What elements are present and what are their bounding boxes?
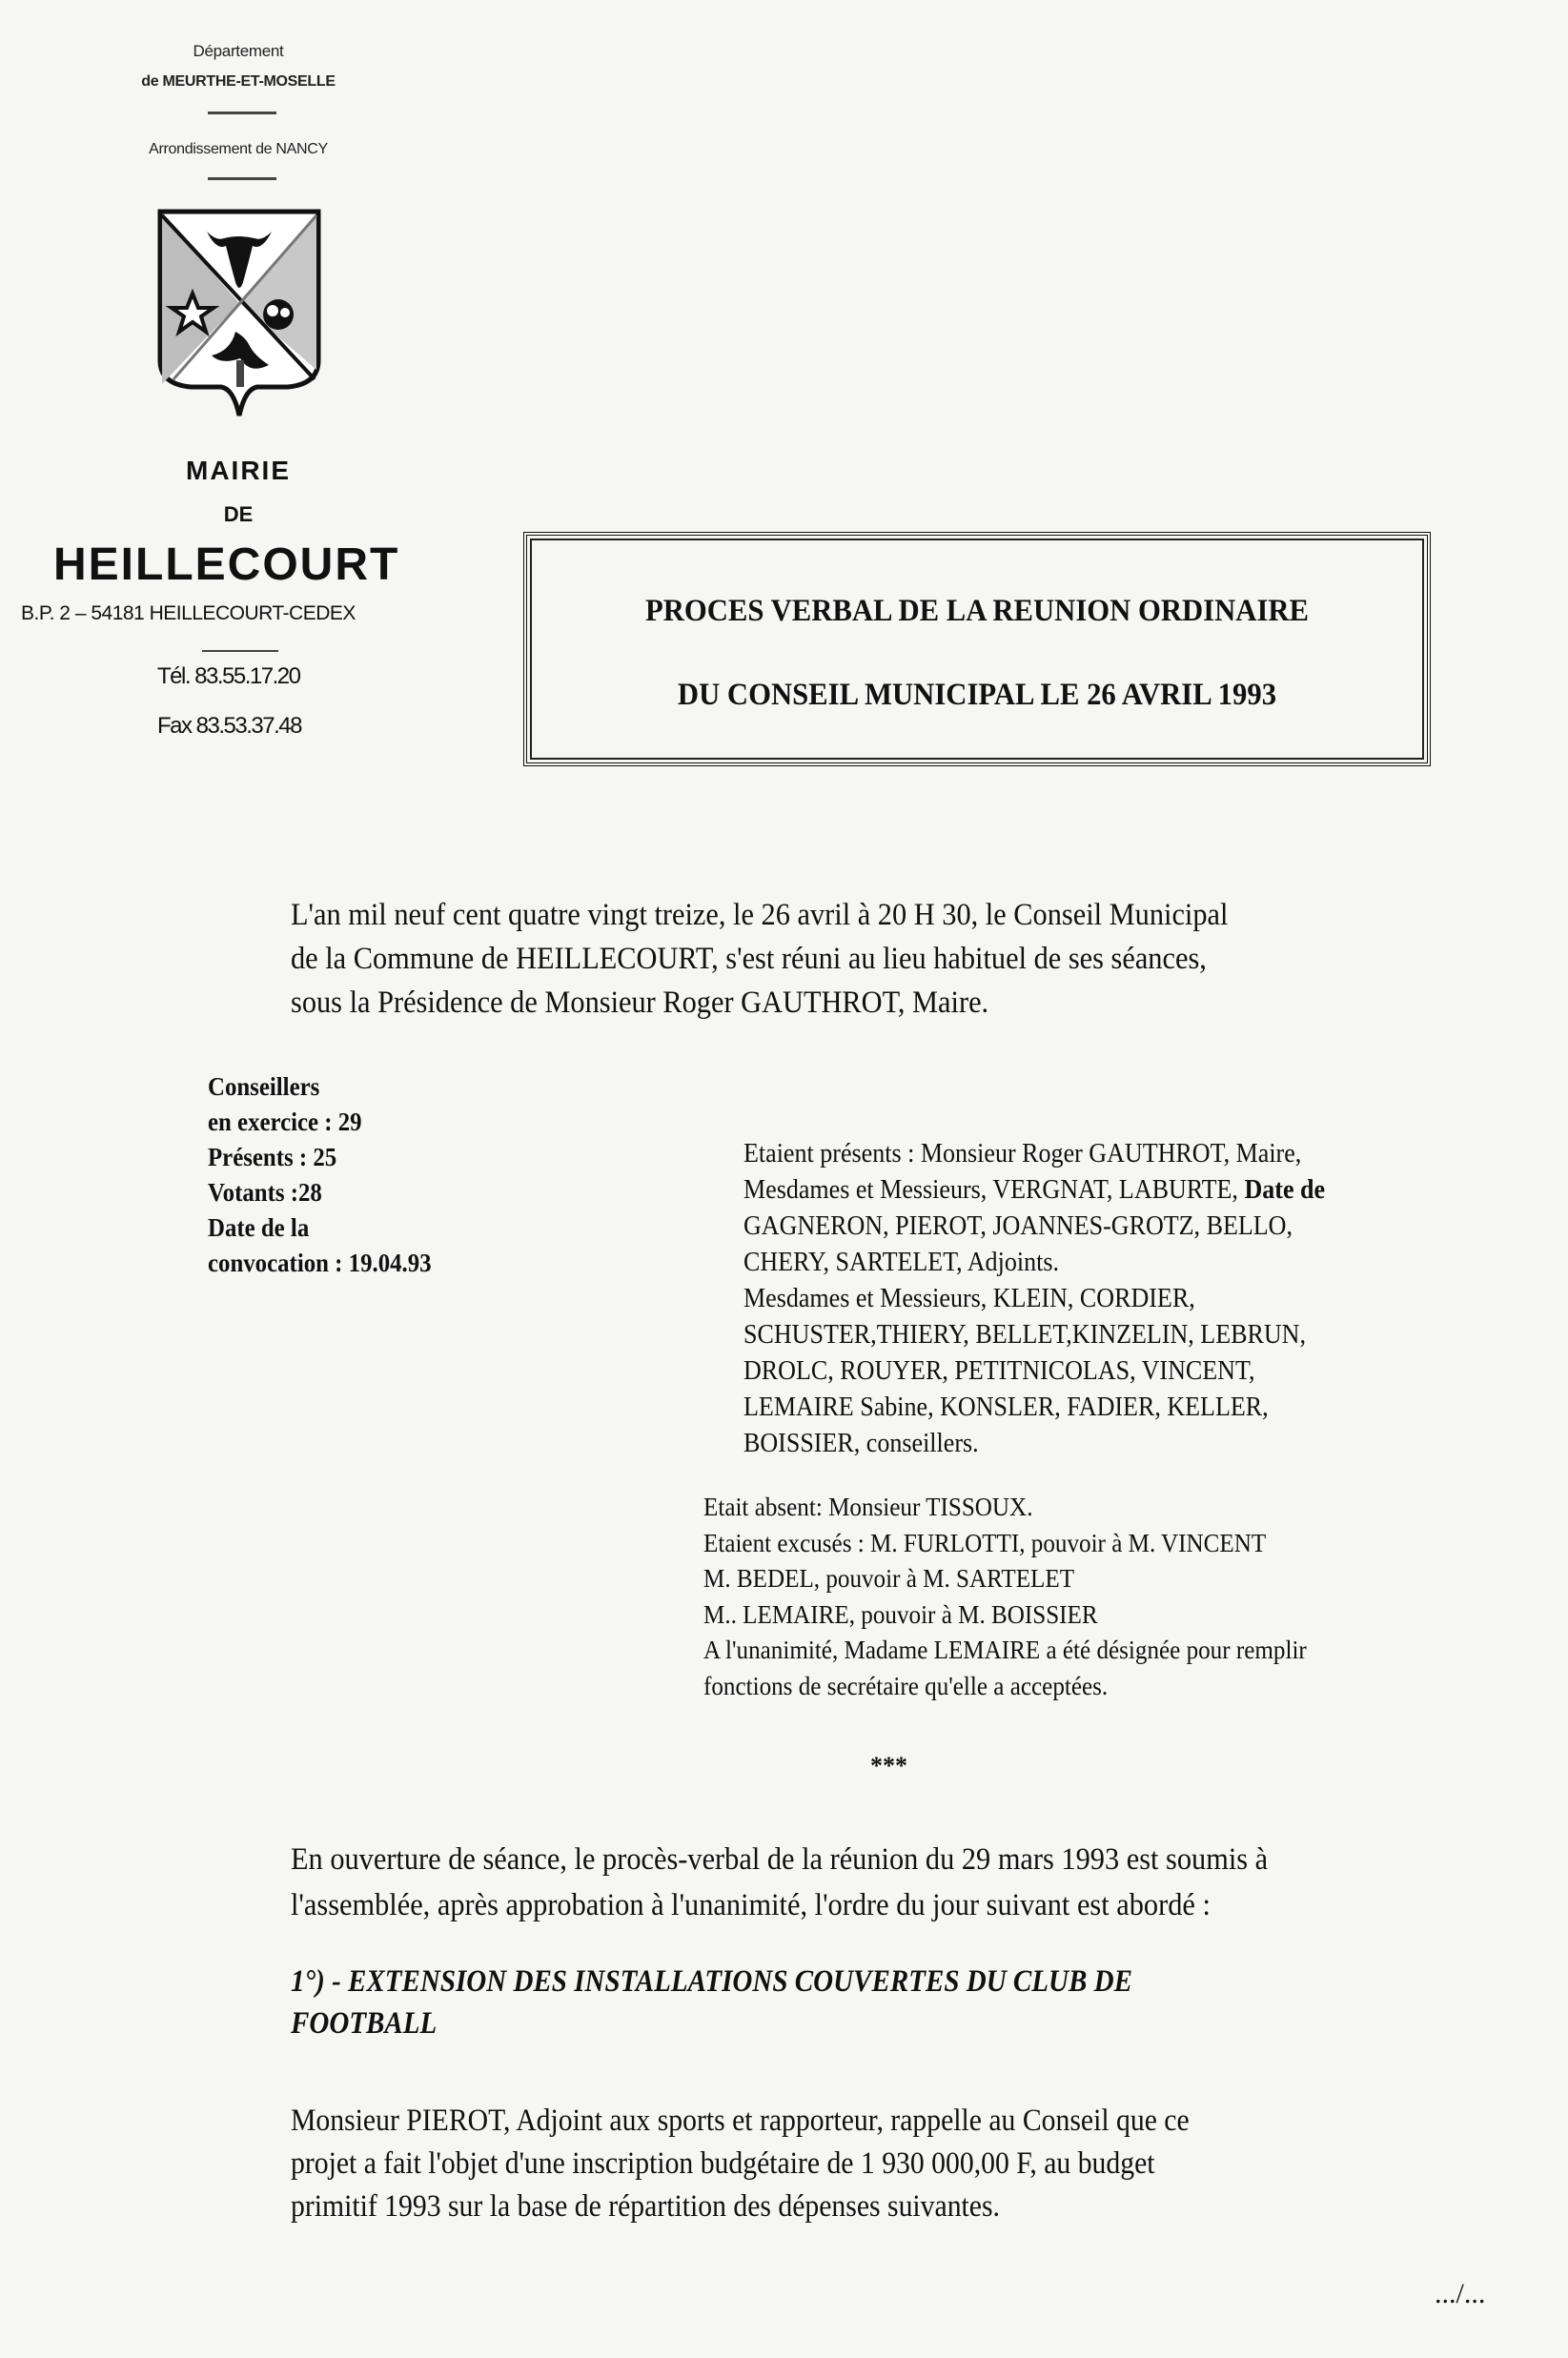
body-line: primitif 1993 sur la base de répartition des dépenses suivantes. — [291, 2189, 1000, 2224]
attendance-summary — [208, 1069, 432, 1281]
absents-line: M. BEDEL, pouvoir à M. SARTELET — [703, 1564, 1075, 1593]
body-line: projet a fait l'objet d'une inscription budgétaire de 1 930 000,00 F, au budget — [291, 2146, 1155, 2181]
presents-line: CHERY, SARTELET, Adjoints. — [743, 1248, 1059, 1277]
item-1-heading — [291, 1961, 1132, 2044]
opening-paragraph — [291, 1837, 1448, 1928]
presents-line — [743, 1172, 1325, 1209]
heading-line: FOOTBALL — [291, 2006, 438, 2041]
separator-line — [208, 112, 276, 114]
heading-line: 1°) - EXTENSION DES INSTALLATIONS COUVERTES DU CLUB DE — [291, 1964, 1132, 1999]
postal-address: B.P. 2 – 54181 HEILLECOURT-CEDEX — [21, 602, 356, 624]
summary-line: Présents : 25 — [208, 1143, 337, 1171]
absents-line: M.. LEMAIRE, pouvoir à M. BOISSIER — [703, 1599, 1098, 1629]
summary-line: en exercice : 29 — [208, 1108, 362, 1136]
absents-line: fonctions de secrétaire qu'elle a acceptées. — [703, 1671, 1109, 1700]
presents-list — [743, 1136, 1325, 1462]
section-separator: *** — [870, 1752, 907, 1779]
presents-line: LEMAIRE Sabine, KONSLER, FADIER, KELLER, — [743, 1392, 1269, 1422]
coat-of-arms-icon — [154, 208, 324, 419]
presents-line: Mesdames et Messieurs, KLEIN, CORDIER, — [743, 1284, 1195, 1313]
mairie-label: MAIRIE — [186, 456, 291, 485]
item-1-body — [291, 2100, 1423, 2228]
intro-line: sous la Présidence de Monsieur Roger GAUTHROT, Maire. — [291, 986, 989, 1020]
intro-paragraph — [291, 893, 1448, 1025]
continuation-mark: .../... — [1435, 2278, 1486, 2309]
presents-line: Etaient présents : Monsieur Roger GAUTHROT, Maire, — [743, 1139, 1302, 1169]
title-line-1: PROCES VERBAL DE LA REUNION ORDINAIRE — [644, 594, 1310, 628]
intro-line: L'an mil neuf cent quatre vingt treize, le 26 avril à 20 H 30, le Conseil Municipal — [291, 898, 1229, 932]
title-box — [523, 532, 1431, 766]
separator-line — [208, 177, 276, 180]
commune-name: HEILLECOURT — [53, 539, 400, 590]
fax: Fax 83.53.37.48 — [157, 713, 301, 739]
department-name: de MEURTHE-ET-MOSELLE — [141, 73, 336, 90]
absents-line: Etait absent: Monsieur TISSOUX. — [703, 1493, 1033, 1521]
opening-line: En ouverture de séance, le procès-verbal de la réunion du 29 mars 1993 est soumis à — [291, 1842, 1269, 1877]
presents-line: DROLC, ROUYER, PETITNICOLAS, VINCENT, — [743, 1356, 1255, 1386]
presents-line: GAGNERON, PIEROT, JOANNES-GROTZ, BELLO, — [743, 1211, 1293, 1241]
title-line-2: DU CONSEIL MUNICIPAL LE 26 AVRIL 1993 — [677, 678, 1277, 712]
absents-line: A l'unanimité, Madame LEMAIRE a été désignée pour remplir — [703, 1636, 1307, 1664]
presents-line: SCHUSTER,THIERY, BELLET,KINZELIN, LEBRUN, — [743, 1320, 1306, 1350]
presents-line: BOISSIER, conseillers. — [743, 1429, 979, 1458]
bold-fragment: Date de — [1244, 1175, 1326, 1205]
summary-line: Date de la — [208, 1213, 310, 1242]
absents-line: Etaient excusés : M. FURLOTTI, pouvoir à M. VINCENT — [703, 1528, 1267, 1557]
summary-line: Conseillers — [208, 1072, 320, 1101]
telephone: Tél. 83.55.17.20 — [157, 663, 300, 689]
separator-line — [202, 650, 278, 652]
absents-list — [703, 1490, 1307, 1704]
presents-line-text: Mesdames et Messieurs, VERGNAT, LABURTE, — [743, 1175, 1245, 1205]
summary-line: convocation : 19.04.93 — [208, 1249, 432, 1277]
department-label: Département — [193, 42, 284, 60]
de-label: DE — [223, 502, 254, 526]
summary-line: Votants :28 — [208, 1178, 322, 1207]
body-line: Monsieur PIEROT, Adjoint aux sports et rapporteur, rappelle au Conseil que ce — [291, 2104, 1190, 2138]
arrondissement: Arrondissement de NANCY — [149, 141, 328, 157]
opening-line: l'assemblée, après approbation à l'unanimité, l'ordre du jour suivant est abordé : — [291, 1888, 1211, 1922]
intro-line: de la Commune de HEILLECOURT, s'est réuni au lieu habituel de ses séances, — [291, 942, 1207, 976]
